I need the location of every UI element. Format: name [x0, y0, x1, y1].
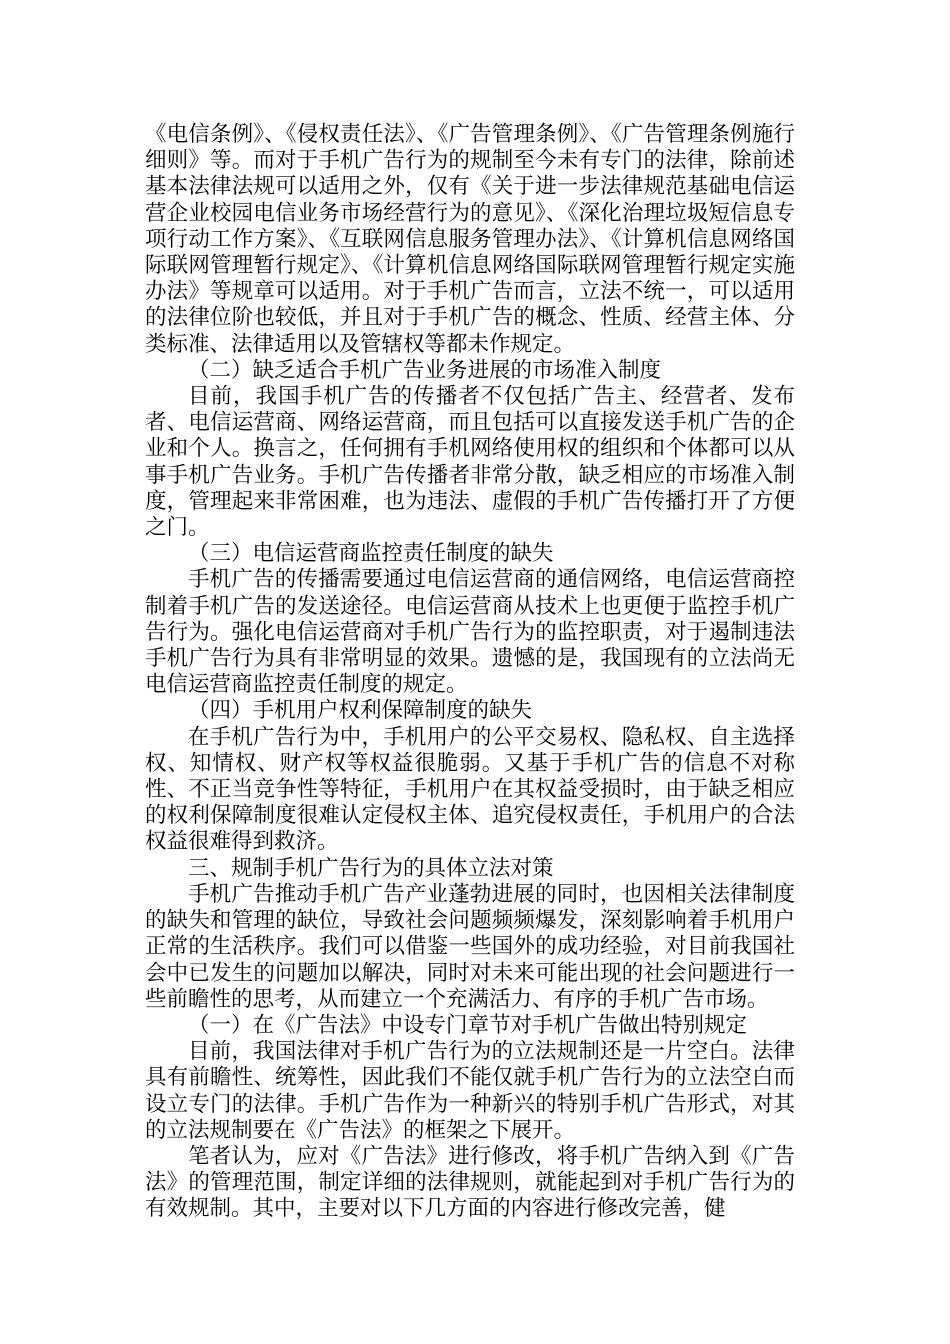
section-heading-advertising-law: （一）在《广告法》中设专门章节对手机广告做出特别规定 [188, 1012, 748, 1038]
section-heading-legislative-measures: 三、规制手机广告行为的具体立法对策 [188, 855, 554, 881]
paragraph-operator-liability: 手机广告的传播需要通过电信运营商的通信网络，电信运营商控制着手机广告的发送途径。电信运营商从技术上也更便于监控手机广告行为。强化电信运营商对手机广告行为的监控职责，对于遏制违法手机广告行为具有非常明显的效果。遗憾的是，我国现有的立法尚无电信运营商监控责任制度的规定。 [145, 567, 795, 698]
section-heading-market-access: （二）缺乏适合手机广告业务进展的市场准入制度 [188, 357, 662, 383]
paragraph-continued: 《电信条例》、《侵权责任法》、《广告管理条例》、《广告管理条例施行细则》等。而对于手机广告行为的规制至今未有专门的法律，除前述基本法律法规可以适用之外，仅有《关于进一步法律规范基础电信运营企业校园电信业务市场经营行为的意见》、《深化治理垃圾短信息专项行动工作方案》、《互联网信息服务管理办法》、《计算机信息网络国际联网管理暂行规定》、《计算机信息网络国际联网管理暂行规定实施办法》等规章可以适用。对于手机广告而言，立法不统一，可以适用的法律位阶也较低，并且对于手机广告的概念、性质、经营主体、分类标准、法律适用以及管辖权等都未作规定。 [145, 122, 795, 357]
paragraph-advertising-law: 目前，我国法律对手机广告行为的立法规制还是一片空白。法律具有前瞻性、统筹性，因此我们不能仅就手机广告行为的立法空白而设立专门的法律。手机广告作为一种新兴的特别手机广告形式，对其的立法规制要在《广告法》的框架之下展开。 [145, 1039, 795, 1143]
paragraph-author-view: 笔者认为，应对《广告法》进行修改，将手机广告纳入到《广告法》的管理范围，制定详细的法律规则，就能起到对手机广告行为的有效规制。其中，主要对以下几方面的内容进行修改完善，健 [145, 1143, 795, 1222]
section-heading-user-rights: （四）手机用户权利保障制度的缺失 [188, 698, 533, 724]
paragraph-user-rights: 在手机广告行为中，手机用户的公平交易权、隐私权、自主选择权、知情权、财产权等权益很脆弱。又基于手机广告的信息不对称性、不正当竞争性等特征，手机用户在其权益受损时，由于缺乏相应的权利保障制度很难认定侵权主体、追究侵权责任，手机用户的合法权益很难得到救济。 [145, 724, 795, 855]
paragraph-legislative-measures: 手机广告推动手机广告产业蓬勃进展的同时，也因相关法律制度的缺失和管理的缺位，导致社会问题频频爆发，深刻影响着手机用户正常的生活秩序。我们可以借鉴一些国外的成功经验，对目前我国社会中已发生的问题加以解决，同时对未来可能出现的社会问题进行一些前瞻性的思考，从而建立一个充满活力、有序的手机广告市场。 [145, 881, 795, 1012]
paragraph-market-access: 目前，我国手机广告的传播者不仅包括广告主、经营者、发布者、电信运营商、网络运营商，而且包括可以直接发送手机广告的企业和个人。换言之，任何拥有手机网络使用权的组织和个体都可以从事手机广告业务。手机广告传播者非常分散，缺乏相应的市场准入制度，管理起来非常困难，也为违法、虚假的手机广告传播打开了方便之门。 [145, 384, 795, 541]
document-page [145, 122, 795, 1223]
section-heading-operator-liability: （三）电信运营商监控责任制度的缺失 [188, 541, 554, 567]
